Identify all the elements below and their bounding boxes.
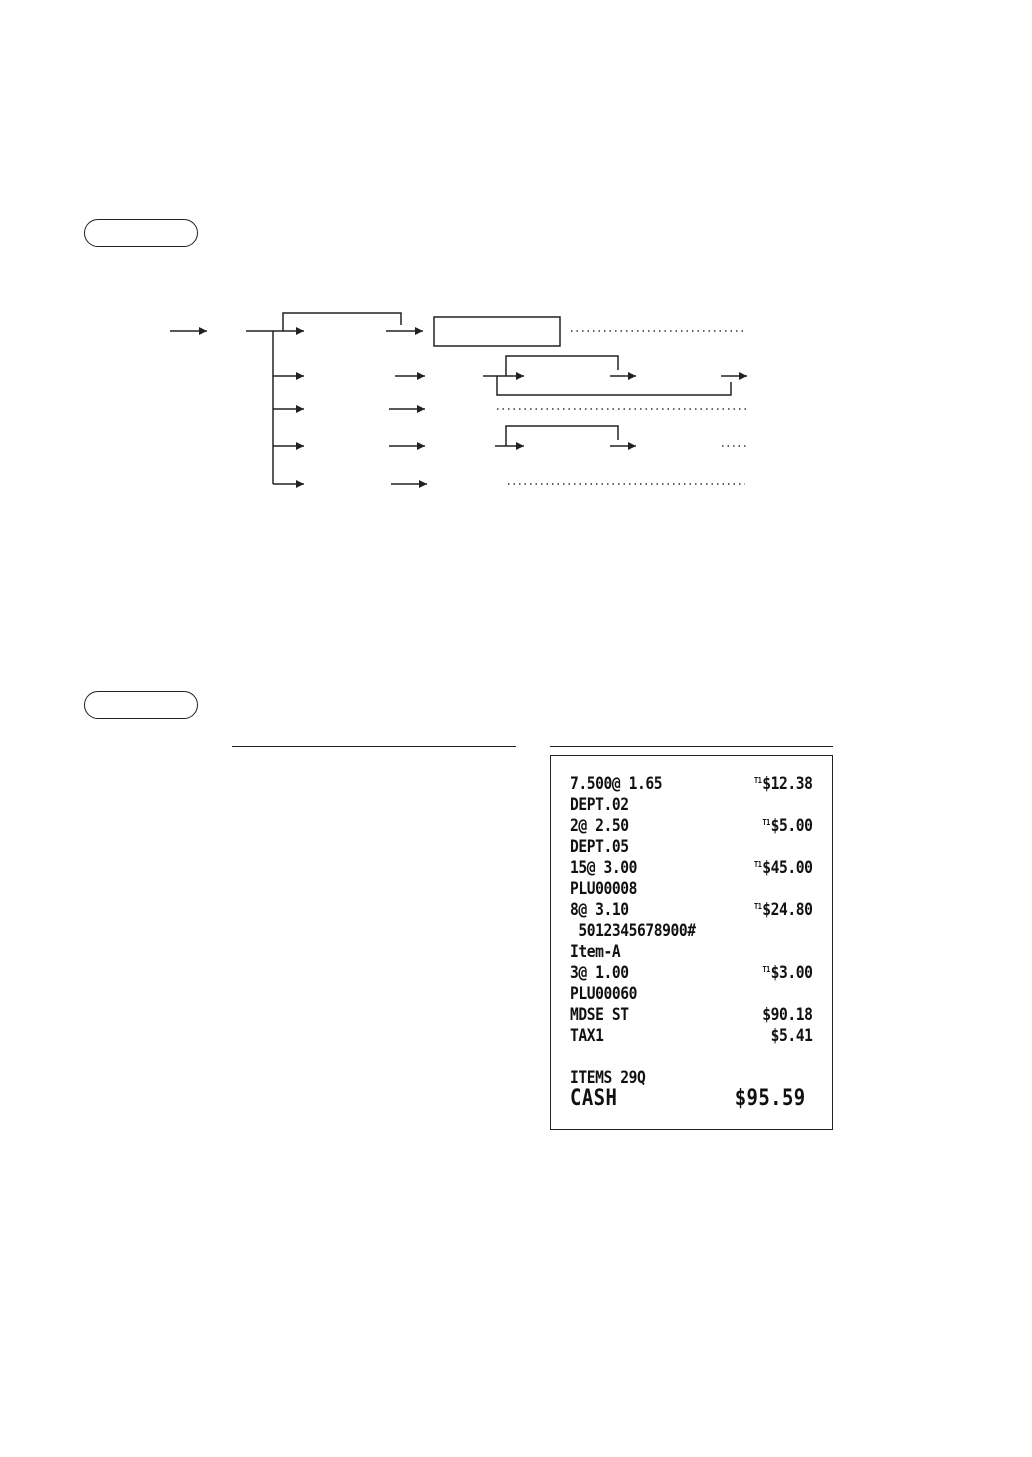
amount-value: $5.00	[770, 816, 813, 836]
receipt-line-text: 7.500@ 1.65	[570, 774, 663, 794]
cash-total-line	[570, 1086, 806, 1112]
receipt-line-text: Item-A	[570, 942, 621, 962]
cash-total-label: CASH	[570, 1086, 618, 1111]
items-count-text: ITEMS 29Q	[570, 1068, 646, 1088]
row2-loop-lower	[497, 376, 731, 395]
amount-value: $45.00	[762, 858, 813, 878]
bypass-loop-1	[283, 313, 401, 331]
amount-value: $3.00	[770, 963, 813, 983]
receipt-line-text: DEPT.05	[570, 837, 629, 857]
receipt-line	[570, 942, 780, 963]
receipt-printout	[550, 755, 833, 1130]
receipt-line	[570, 837, 780, 858]
receipt-line-amount	[762, 1005, 812, 1026]
taxable-mark: T1	[753, 902, 762, 911]
receipt-line-text: MDSE ST	[570, 1005, 629, 1025]
receipt-line	[570, 963, 813, 984]
taxable-mark: T1	[753, 776, 762, 785]
receipt-line	[570, 1026, 813, 1047]
receipt-line-amount	[754, 900, 813, 923]
receipt-line	[570, 795, 780, 816]
receipt-line-text: TAX1	[570, 1026, 604, 1046]
receipt-line	[570, 774, 813, 795]
receipt-line	[570, 816, 813, 837]
key-operation-flow-diagram	[0, 0, 1032, 520]
receipt-line-amount	[762, 816, 812, 839]
taxable-mark: T1	[762, 965, 770, 974]
receipt-line	[570, 984, 780, 1005]
section-pill-label	[84, 691, 198, 719]
receipt-line-text: 8@ 3.10	[570, 900, 629, 920]
receipt-line	[570, 879, 780, 900]
receipt-line-amount	[754, 858, 813, 881]
receipt-line-text: 3@ 1.00	[570, 963, 629, 983]
receipt-line	[570, 858, 813, 879]
receipt-line-amount	[754, 774, 813, 797]
row4-loop	[506, 426, 618, 446]
cash-total-value: $95.59	[734, 1086, 806, 1111]
receipt-line-text: DEPT.02	[570, 795, 629, 815]
row2-loop-upper	[506, 356, 618, 376]
amount-value: $24.80	[762, 900, 813, 920]
amount-value: $90.18	[762, 1005, 813, 1025]
receipt-line-text: 2@ 2.50	[570, 816, 629, 836]
receipt-line	[570, 921, 780, 942]
key-operation-header-rule	[232, 746, 516, 747]
receipt-line-amount	[762, 963, 812, 986]
key-box	[434, 317, 560, 346]
taxable-mark: T1	[762, 818, 770, 827]
amount-value: $12.38	[762, 774, 813, 794]
receipt-line-text: PLU00008	[570, 879, 637, 899]
receipt-line	[570, 900, 813, 921]
receipt-line-text: 15@ 3.00	[570, 858, 637, 878]
receipt-line-text: PLU00060	[570, 984, 637, 1004]
taxable-mark: T1	[753, 860, 762, 869]
print-header-rule	[550, 746, 833, 747]
amount-value: $5.41	[770, 1026, 813, 1046]
receipt-line-text: 5012345678900#	[570, 921, 696, 941]
receipt-line-amount	[771, 1026, 813, 1047]
receipt-line	[570, 1005, 813, 1026]
